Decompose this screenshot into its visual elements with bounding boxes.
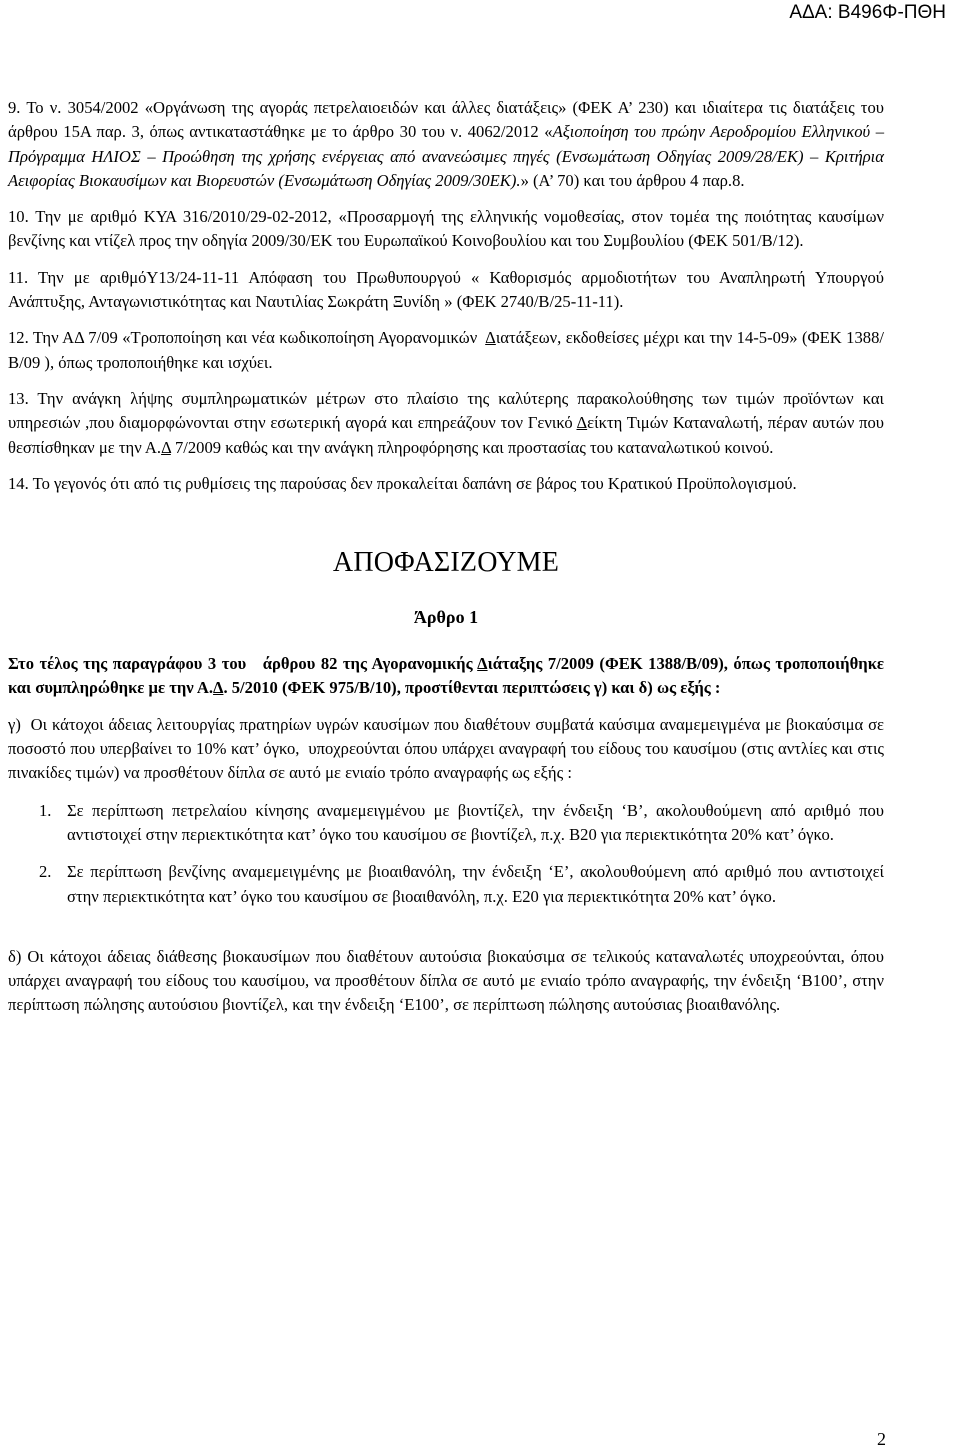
list-item-number: 1. xyxy=(39,800,52,820)
item-13-underlined-2: Δ xyxy=(161,437,171,457)
item-13-mid: είκτη Τιμών Καταναλωτή, πέραν αυτών που θεσπίσθηκαν με την Α. xyxy=(8,413,884,457)
document-body xyxy=(8,96,889,1018)
case-d: δ) Οι κάτοχοι άδειας διάθεσης βιοκαυσίμων που διαθέτουν αυτούσια βιοκαύσιμα σε τελικούς καταναλωτές υποχρεούνται, όπου υπάρχει αναγραφή του είδους του καυσίμου, να προσθέτουν δίπλα σε αυτό με ενιαίο τρόπο αναγραφής, την ένδειξη ‘Β100’, στην περίπτωση πώλησης αυτούσιου βιοντίζελ, και την ένδειξη ‘Ε100’, σε περίπτωση πώλησης αυτούσιας βιοαιθανόλης. xyxy=(8,946,884,1015)
list-item xyxy=(39,799,884,848)
item-11: 11. Την με αριθμόΥ13/24-11-11 Απόφαση του Πρωθυπουργού « Καθορισμός αρμοδιοτήτων του Αναπληρωτή Υπουργού Ανάπτυξης, Ανταγωνιστικότητας και Ναυτιλίας Σωκράτη Ξυνίδη » (ΦΕΚ 2740/Β/25-11-11). xyxy=(8,267,884,312)
item-13-tail: 7/2009 καθώς και την ανάγκη πληροφόρησης και προστασίας του καταναλωτικού κοινού. xyxy=(170,437,774,457)
item-9-italic: Αξιοποίηση του πρώην Αεροδρομίου Ελληνικού – Πρόγραμμα ΗΛΙΟΣ – Προώθηση της χρήσης ενέργειας από ανανεώσιμες πηγές (Ενσωμάτωση Οδηγίας 2009/28/ΕΚ) – Κριτήρια Αειφορίας Βιοκαυσίμων και Βιορευστών (Ενσωμάτωση Οδηγίας 2009/30ΕΚ). xyxy=(8,122,884,190)
page-number: 2 xyxy=(877,1429,886,1449)
item-12-underlined: Δ xyxy=(485,328,496,348)
article-intro-mid: ιάταξης 7/2009 (ΦΕΚ 1388/Β/09), όπως τροποποιήθηκε και συμπληρώθηκε με την Α. xyxy=(8,654,884,698)
list-item-text: Σε περίπτωση βενζίνης αναμεμειγμένης με βιοαιθανόλη, την ένδειξη ‘Ε’, ακολουθούμενη από αριθμό που αντιστοιχεί στην περιεκτικότητα κατ’ όγκο του καυσίμου σε βιοαιθανόλη, π.χ. Ε20 για περιεκτικότητα 20% κατ’ όγκο. xyxy=(67,862,884,906)
item-10: 10. Την με αριθμό ΚΥΑ 316/2010/29-02-2012, «Προσαρμογή της ελληνικής νομοθεσίας, στον τομέα της ποιότητας καυσίμων βενζίνης και ντίζελ προς την οδηγία 2009/30/ΕΚ του Ευρωπαϊκού Κοινοβουλίου και του Συμβουλίου (ΦΕΚ 501/Β/12). xyxy=(8,207,884,251)
article-intro-underlined: Δ xyxy=(477,654,488,674)
item-12-tail: ιατάξεων, εκδοθείσες μέχρι και την 14-5-09» (ΦΕΚ 1388/Β/09 ), όπως τροποποιήθηκε και ισχύει. xyxy=(8,328,884,372)
article-intro-text: Στο τέλος της παραγράφου 3 του άρθρου 82 της Αγορανομικής xyxy=(8,654,478,674)
article-title: Άρθρο 1 xyxy=(413,607,479,628)
item-12-text: 12. Την ΑΔ 7/09 «Τροποποίηση και νέα κωδικοποίηση Αγορανομικών xyxy=(8,328,486,348)
list-item xyxy=(39,860,884,909)
item-14: 14. Το γεγονός ότι από τις ρυθμίσεις της παρούσας δεν προκαλείται δαπάνη σε βάρος του Κρατικού Προϋπολογισμού. xyxy=(8,473,797,493)
article-intro xyxy=(8,652,884,701)
item-13-underlined: Δ xyxy=(576,413,588,433)
item-13-text: 13. Την ανάγκη λήψης συμπληρωματικών μέτρων στο πλαίσιο της καλύτερης παρακολούθησης των τιμών προϊόντων και υπηρεσιών ,που διαμορφώνονται στην εσωτερική αγορά και επηρεάζουν τον Γενικό xyxy=(8,388,884,433)
case-g-list xyxy=(39,799,884,909)
article-intro-tail: . 5/2010 (ΦΕΚ 975/Β/10), προστίθενται περιπτώσεις γ) και δ) ως εξής : xyxy=(223,678,721,698)
decision-title: ΑΠΟΦΑΣΙΖΟΥΜΕ xyxy=(332,547,560,579)
item-9-text: 9. Το ν. 3054/2002 «Οργάνωση της αγοράς πετρελαιοειδών και άλλες διατάξεις» (ΦΕΚ Α’ 230) και ιδιαίτερα τις διατάξεις του άρθρου 15Α παρ. 3, όπως αντικαταστάθηκε με το άρθρο 30 του ν. 4062/2012 « xyxy=(8,98,884,142)
list-item-text: Σε περίπτωση πετρελαίου κίνησης αναμεμειγμένου με βιοντίζελ, την ένδειξη ‘Β’, ακολουθούμενη από αριθμό που αντιστοιχεί στην περιεκτικότητα κατ’ όγκο του καυσίμου σε βιοντίζελ, π.χ. Β20 για περιεκτικότητα 20% κατ’ όγκο. xyxy=(67,800,884,844)
item-12 xyxy=(8,326,884,375)
item-13 xyxy=(8,387,884,460)
case-g: γ) Οι κάτοχοι άδειας λειτουργίας πρατηρίων υγρών καυσίμων που διαθέτουν συμβατά καύσιμα αναμεμειγμένα με βιοκαύσιμα σε ποσοστό που υπερβαίνει το 10% κατ’ όγκο, υποχρεούνται όπου υπάρχει αναγραφή του είδους του καυσίμου (στις αντλίες και στις πινακίδες τιμών) να προσθέτουν δίπλα σε αυτό με ενιαίο τρόπο αναγραφής ως εξής : xyxy=(8,714,889,783)
article-intro-underlined-2: Δ xyxy=(213,678,224,698)
item-9 xyxy=(8,96,884,193)
item-9-tail: » (Α’ 70) και του άρθρου 4 παρ.8. xyxy=(520,170,745,190)
list-item-number: 2. xyxy=(39,862,52,882)
ada-code: ΑΔΑ: Β496Φ-ΠΘΗ xyxy=(789,2,946,23)
